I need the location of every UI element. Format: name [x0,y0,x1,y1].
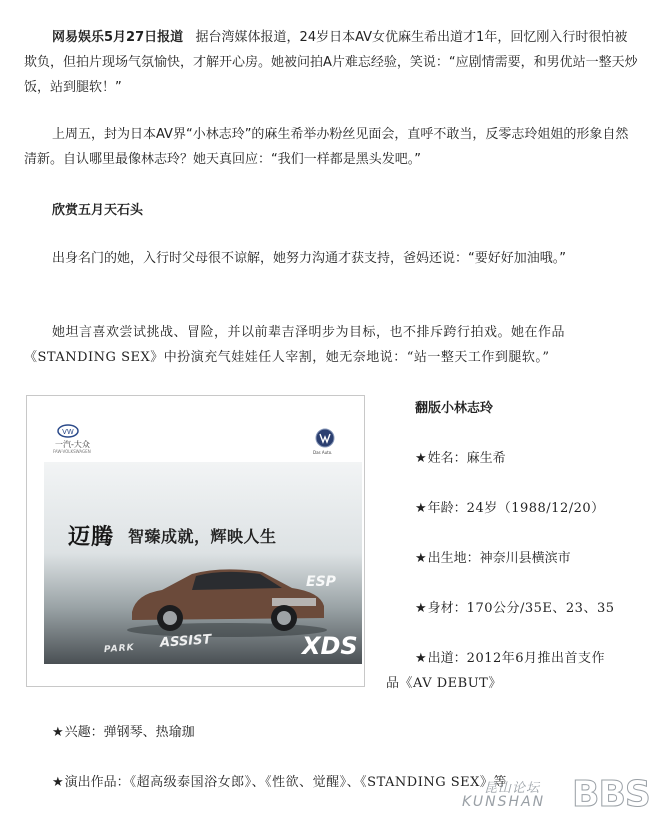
star-icon: ★ [52,775,64,790]
profile-name [415,446,506,471]
ad-scene [44,462,362,664]
section-heading [24,198,640,223]
article-paragraph-4 [24,320,640,370]
ad-brand-cn: 一汽-大众 [55,440,90,449]
star-icon: ★ [415,451,427,466]
ad-brand-en: FAW-VOLKSWAGEN [53,449,91,454]
watermark-cn: 昆山论坛 [484,781,541,796]
works-value: 《超高级泰国浴女郎》、《性欲、觉醒》、《STANDING SEX》等 [129,775,507,790]
hobby-label: 兴趣： [64,725,104,740]
debut-label: 出道： [427,651,467,666]
advertisement-image[interactable] [26,395,365,687]
paragraph-3-text: 出身名门的她，入行时父母很不谅解，她努力沟通才获支持，爸妈还说：“要好好加油哦。” [52,251,566,266]
debut-value-line-1: 2012年6月推出首支作 [466,651,606,666]
kunshan-bbs-watermark [454,774,654,818]
ad-feature-assist: ASSIST [159,632,212,651]
section-heading-text: 欣赏五月天石头 [52,203,144,218]
ad-header [27,396,364,458]
profile-hobby [52,720,195,745]
paragraph-1-text: 据台湾媒体报道，24岁日本AV女优麻生希出道才1年，回忆刚入行时很怕被欺负，但拍片现场气氛愉快，才解开心房。她被问拍A片难忘经验，笑说：“应剧情需要，和男优站一整天炒饭，站到腿软！” [24,30,638,95]
ad-das-auto: Das Auto. [313,450,333,455]
ad-feature-esp: ESP [306,574,336,590]
ad-feature-xds: XDS [302,632,358,660]
article-paragraph-1 [24,25,640,100]
debut-value-line-2: 品《AV DEBUT》 [386,676,502,691]
age-value: 24岁（1988/12/20） [466,501,605,516]
body-value: 170公分/35E、23、35 [466,601,615,616]
paragraph-4-text: 她坦言喜欢尝试挑战、冒险，并以前辈吉泽明步为目标，也不排斥跨行拍戏。她在作品《STANDING SEX》中扮演充气娃娃任人宰割，她无奈地说：“站一整天工作到腿软。” [24,325,566,365]
profile-birthplace [415,546,571,571]
volkswagen-logo-icon [315,428,335,448]
paragraph-2-text: 上周五，封为日本AV界“小林志玲”的麻生希举办粉丝见面会，直呼不敢当，反零志玲姐姐的形象自然清新。自认哪里最像林志玲？她天真回应：“我们一样都是黑头发吧。” [24,127,629,167]
car-illustration [122,554,332,638]
star-icon: ★ [415,551,427,566]
watermark-en: KUNSHAN [462,794,546,810]
body-label: 身材： [427,601,467,616]
ad-headline: 迈腾 [68,525,115,550]
star-icon: ★ [415,601,427,616]
name-label: 姓名： [427,451,467,466]
works-label: 演出作品： [64,775,130,790]
faw-vw-logo-icon [57,424,79,438]
birthplace-value: 神奈川县横滨市 [479,551,571,566]
star-icon: ★ [415,651,427,666]
ad-slogan: 智臻成就，辉映人生 [128,527,277,546]
news-source-lead: 网易娱乐5月27日报道 [52,30,184,45]
birthplace-label: 出生地： [427,551,480,566]
svg-text:VW: VW [62,428,74,436]
star-icon: ★ [52,725,64,740]
hobby-value: 弹钢琴、热瑜珈 [103,725,195,740]
watermark-bbs: BBS [572,774,650,815]
profile-body [415,596,614,621]
article-paragraph-2 [24,122,640,172]
ad-feature-park: PARK [103,642,135,656]
star-icon: ★ [415,501,427,516]
profile-title: 翻版小林志玲 [415,401,494,416]
profile-works [52,770,507,795]
article-paragraph-3 [24,246,640,271]
profile-debut [415,646,605,671]
age-label: 年龄： [427,501,467,516]
name-value: 麻生希 [466,451,506,466]
profile-age [415,496,605,521]
